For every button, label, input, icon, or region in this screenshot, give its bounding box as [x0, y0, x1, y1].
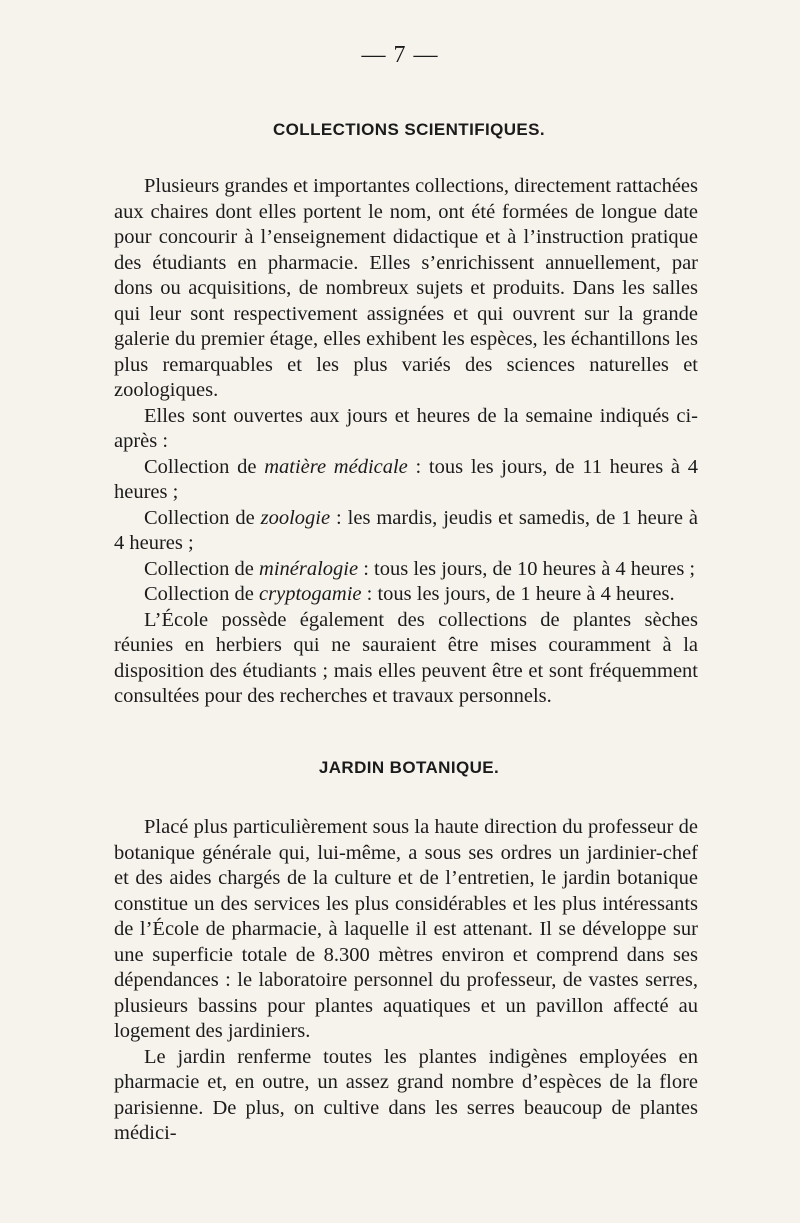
collection-line-zoologie: [114, 506, 698, 557]
collection-line-mineralogie: [114, 557, 698, 583]
collection-hours: : tous les jours, de 1 heure à 4 heures.: [361, 583, 675, 605]
collection-prefix: Collection de: [144, 506, 261, 529]
paragraph-hours-intro: Elles sont ouvertes aux jours et heures de la semaine indiqués ci-après :: [114, 404, 698, 452]
collection-name: cryptogamie: [259, 583, 362, 605]
paragraph-intro: Plusieurs grandes et importantes collections, directement rattachées aux chaires dont elles portent le nom, ont été formées de longue date pour concourir à l’enseignement didactique et à l’instruction pratique des étudiants en pharmacie. Elles s’enrichissent annuellement, par dons ou acquisitions, de nombreux sujets et produits. Dans les salles qui leur sont respectivement assignées et qui ouvrent sur la grande galerie du premier étage, elles exhibent les espèces, les échantillons les plus remarquables et les plus variés des sciences naturelles et zoologiques.: [114, 175, 698, 401]
paragraph-jardin-1: Placé plus particulièrement sous la haute direction du professeur de botanique générale qui, lui-même, a sous ses ordres un jardinier-chef et des aides chargés de la culture et de l’entretien, le jardin botanique constitue un des services les plus considérables et les plus intéressants de l’École de pharmacie, à laquelle il est attenant. Il se développe sur une superficie totale de 8.300 mètres environ et comprend dans ses dépendances : le laboratoire personnel du professeur, de vastes serres, plusieurs bassins pour plantes aquatiques et un pavillon affecté au logement des jardiniers.: [114, 816, 698, 1042]
collection-hours: : tous les jours, de 11 heures à 4 heures ;: [114, 455, 698, 503]
section-collections-body: [114, 174, 698, 710]
page-number: — 7 —: [361, 42, 439, 68]
paragraph-herbiers: L’École possède également des collections de plantes sèches réunies en herbiers qui ne sauraient être mises couramment à la disposition des étudiants ; mais elles peuvent être et sont fréquemment consultées pour des recherches et travaux personnels.: [114, 608, 698, 707]
collection-hours: : les mardis, jeudis et samedis, de 1 heure à 4 heures ;: [114, 506, 698, 554]
collection-prefix: Collection de: [144, 557, 260, 580]
collection-prefix: Collection de: [144, 583, 260, 605]
collection-prefix: Collection de: [144, 455, 265, 478]
section-title-collections: COLLECTIONS SCIENTIFIQUES.: [272, 120, 546, 139]
section-jardin-body: [114, 815, 698, 1147]
section-title-jardin: JARDIN BOTANIQUE.: [318, 758, 500, 777]
collection-name: zoologie: [260, 506, 331, 529]
paragraph-jardin-2: Le jardin renferme toutes les plantes indigènes employées en pharmacie et, en outre, un assez grand nombre d’espèces de la flore parisienne. De plus, on cultive dans les serres beaucoup de plantes médici-: [114, 1045, 698, 1144]
collection-line-matiere-medicale: [114, 455, 698, 506]
collection-line-cryptogamie: [114, 582, 698, 608]
collection-name: matière médicale: [264, 455, 408, 478]
collection-hours: : tous les jours, de 10 heures à 4 heures ;: [358, 557, 696, 580]
collection-name: minéralogie: [259, 557, 359, 580]
